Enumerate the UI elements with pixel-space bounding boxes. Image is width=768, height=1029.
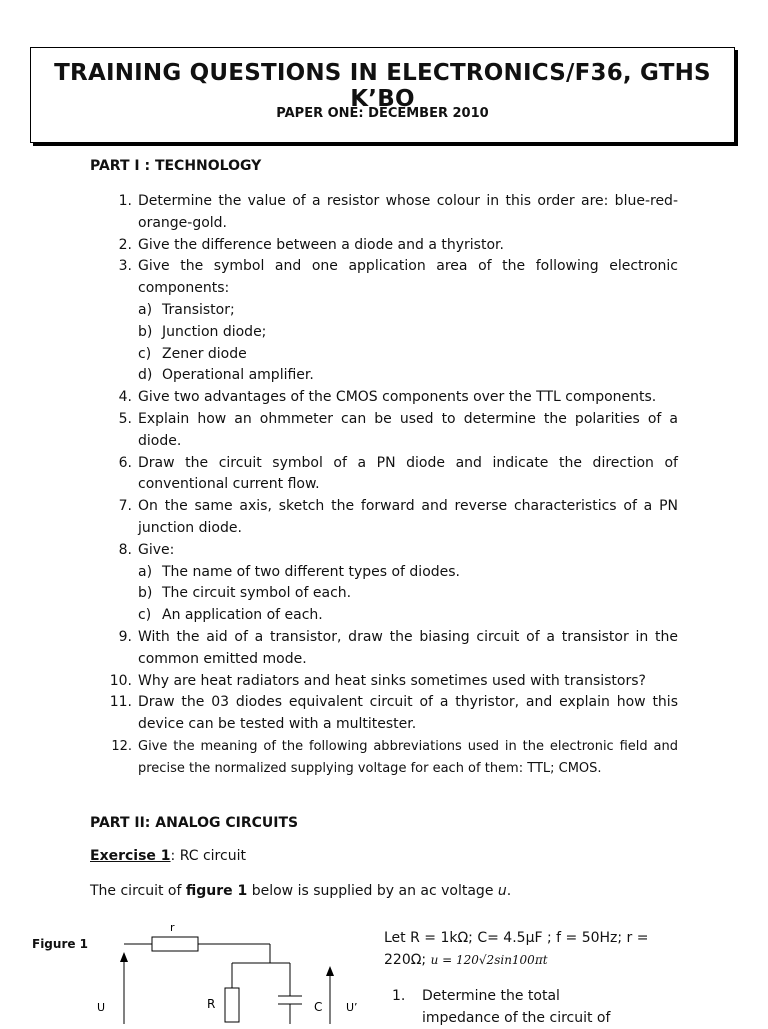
sub-item — [138, 583, 678, 605]
question-text: With the aid of a transistor, draw the biasing circuit of a transistor in the common emitted mode. — [138, 628, 678, 667]
sub-item-letter: a) — [138, 563, 153, 580]
sub-item — [138, 605, 678, 627]
sub-item — [138, 562, 678, 584]
exercise-title: : RC circuit — [170, 848, 246, 864]
intro-text-a: The circuit of — [90, 883, 186, 899]
given-line-2: 220Ω; — [384, 952, 431, 968]
exercise-question-1 — [392, 985, 610, 1029]
sub-item-text: Junction diode; — [162, 323, 267, 340]
question-body — [138, 235, 678, 257]
question-item — [108, 191, 678, 235]
question-number: 4. — [118, 389, 132, 406]
question-text: Give two advantages of the CMOS components over the TTL components. — [138, 389, 657, 406]
question-body — [138, 453, 678, 497]
resistor-r-symbol — [152, 937, 198, 951]
question-text: Give the difference between a diode and a thyristor. — [138, 236, 504, 253]
question-number: 10. — [109, 672, 132, 689]
exercise-intro — [90, 883, 511, 899]
exercise-question-number: 1. — [392, 988, 406, 1004]
label-U2: U’ — [346, 1001, 358, 1014]
question-body — [138, 736, 678, 780]
sub-item-letter: b) — [138, 323, 153, 340]
sub-item-letter: d) — [138, 367, 153, 384]
question-item — [108, 235, 678, 257]
sub-item-text: Transistor; — [162, 301, 235, 318]
sub-item-letter: a) — [138, 301, 153, 318]
question-body — [138, 496, 678, 540]
arrowhead-U2 — [326, 966, 334, 976]
sub-item — [138, 300, 678, 322]
resistor-R-symbol — [225, 988, 239, 1022]
question-number: 8. — [118, 541, 132, 558]
label-C: C — [314, 1000, 323, 1014]
question-item — [108, 387, 678, 409]
exercise-heading — [90, 848, 246, 864]
question-item — [108, 692, 678, 736]
arrowhead-U — [120, 952, 128, 962]
sub-item-letter: b) — [138, 585, 153, 602]
question-item — [108, 540, 678, 627]
question-text: Determine the value of a resistor whose colour in this order are: blue-red-orange-gold. — [138, 193, 678, 231]
intro-text-c: below is supplied by an ac voltage — [247, 883, 498, 899]
given-line-1: Let R = 1kΩ; C= 4.5µF ; f = 50Hz; r = — [384, 930, 649, 946]
exercise-question-line-2: impedance of the circuit of — [422, 1010, 611, 1026]
question-item — [108, 409, 678, 453]
question-number: 7. — [118, 498, 132, 515]
exercise-question-line-1: Determine the total — [422, 988, 560, 1004]
question-item — [108, 496, 678, 540]
sub-item-letter: c) — [138, 345, 152, 362]
question-text: Draw the 03 diodes equivalent circuit of a thyristor, and explain how this device can be tested with a multitester. — [138, 694, 678, 733]
question-item — [108, 453, 678, 497]
question-number: 3. — [118, 258, 132, 275]
question-body — [138, 191, 678, 235]
rc-circuit-diagram — [90, 918, 370, 1024]
label-R: R — [207, 997, 216, 1011]
intro-figure-ref: figure 1 — [185, 883, 248, 899]
part2-heading: PART II: ANALOG CIRCUITS — [90, 815, 299, 831]
sub-item-letter: c) — [138, 607, 152, 624]
question-body — [138, 387, 678, 409]
question-text: Why are heat radiators and heat sinks sometimes used with transistors? — [138, 672, 646, 689]
question-list — [108, 191, 678, 780]
question-body — [138, 540, 678, 627]
question-number: 5. — [118, 410, 132, 427]
question-item — [108, 627, 678, 671]
question-number: 2. — [118, 236, 132, 253]
question-text: Explain how an ohmmeter can be used to determine the polarities of a diode. — [138, 410, 678, 449]
question-number: 6. — [118, 454, 132, 471]
question-body — [138, 627, 678, 671]
intro-end: . — [506, 883, 512, 899]
question-number: 9. — [118, 628, 132, 645]
question-number: 1. — [118, 193, 132, 209]
question-number: 12. — [111, 738, 132, 754]
sub-item-text: Zener diode — [162, 345, 247, 362]
figure-label: Figure 1 — [32, 937, 89, 951]
question-text: Give the meaning of the following abbreviations used in the electronic field and precise the normalized supplying voltage for each of them: TTL; CMOS. — [138, 738, 678, 776]
sub-item — [138, 344, 678, 366]
question-text: Give the symbol and one application area of the following electronic components: — [138, 258, 678, 297]
title-box — [30, 47, 735, 143]
question-item — [108, 256, 678, 387]
document-subtitle: PAPER ONE: DECEMBER 2010 — [276, 106, 489, 121]
sub-item-text: The name of two different types of diodes. — [162, 563, 460, 580]
sub-item-text: The circuit symbol of each. — [162, 585, 352, 602]
document-title: TRAINING QUESTIONS IN ELECTRONICS/F36, GTHS K’BO — [54, 60, 711, 112]
sub-item-text: Operational amplifier. — [162, 367, 314, 384]
question-number: 11. — [109, 694, 132, 711]
question-text: On the same axis, sketch the forward and reverse characteristics of a PN junction diode. — [138, 498, 678, 536]
question-text: Give: — [138, 541, 175, 558]
label-r: r — [170, 921, 175, 934]
question-body — [138, 409, 678, 453]
voltage-formula: u = 120√2sin100πt — [430, 953, 548, 967]
question-text: Draw the circuit symbol of a PN diode and indicate the direction of conventional current flow. — [138, 454, 678, 493]
question-body — [138, 671, 678, 693]
sub-item — [138, 322, 678, 344]
question-body — [138, 256, 678, 387]
label-U: U — [97, 1001, 106, 1014]
given-values — [384, 927, 664, 971]
intro-variable: u — [497, 883, 507, 899]
exercise-label: Exercise 1 — [90, 848, 171, 864]
question-item — [108, 736, 678, 780]
question-body — [138, 692, 678, 736]
sub-item — [138, 365, 678, 387]
question-item — [108, 671, 678, 693]
sub-item-text: An application of each. — [162, 607, 323, 624]
part1-heading: PART I : TECHNOLOGY — [90, 158, 262, 174]
